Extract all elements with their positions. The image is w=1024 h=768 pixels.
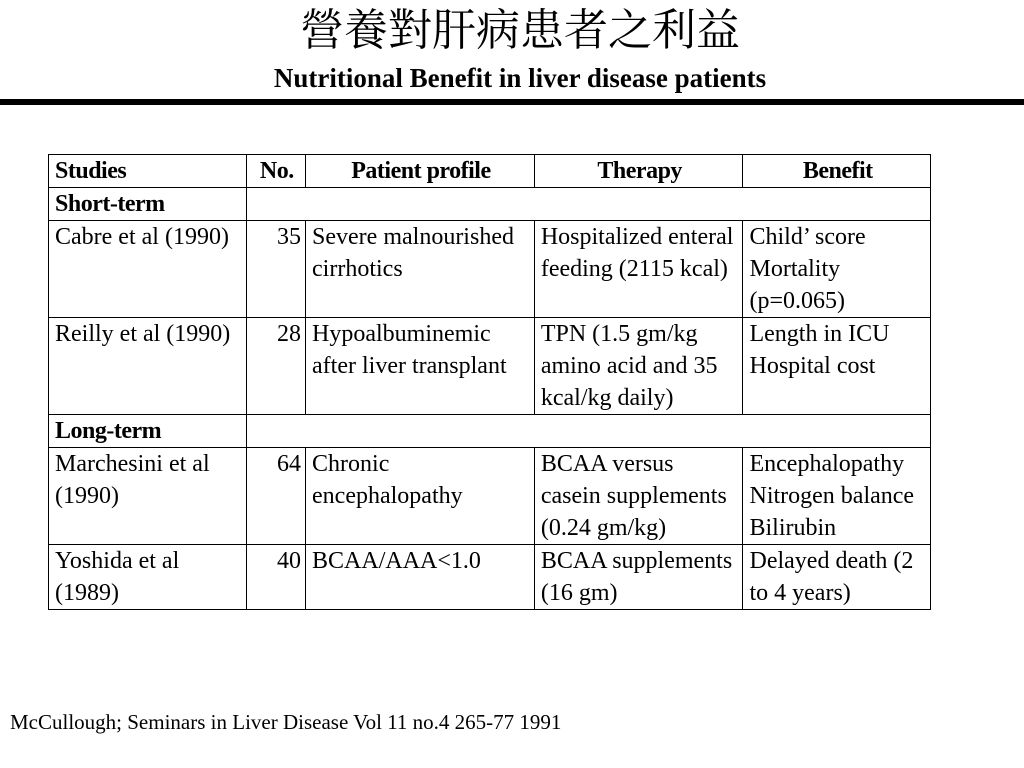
benefit-item: Child’ score bbox=[749, 224, 866, 250]
section-label: Short-term bbox=[49, 188, 247, 221]
benefit-item: Encephalopathy bbox=[749, 451, 905, 477]
table-header-row bbox=[49, 155, 931, 188]
benefit-cell bbox=[743, 318, 931, 415]
benefit-item: Delayed death (2 to 4 years) bbox=[749, 548, 914, 606]
table-body bbox=[49, 188, 931, 610]
patient-profile-cell: Severe malnourished cirrhotics bbox=[306, 221, 535, 318]
benefit-cell bbox=[743, 221, 931, 318]
therapy-cell: TPN (1.5 gm/kg amino acid and 35 kcal/kg daily) bbox=[534, 318, 743, 415]
section-spacer-cell bbox=[246, 415, 930, 448]
slide-title-english: Nutritional Benefit in liver disease patients bbox=[273, 63, 767, 93]
patient-profile-cell: Chronic encephalopathy bbox=[306, 448, 535, 545]
header-studies: Studies bbox=[49, 155, 247, 188]
section-label: Long-term bbox=[49, 415, 247, 448]
study-cell: Yoshida et al (1989) bbox=[49, 545, 247, 610]
header-number: No. bbox=[246, 155, 305, 188]
therapy-cell: Hospitalized enteral feeding (2115 kcal) bbox=[534, 221, 743, 318]
therapy-cell: BCAA supplements (16 gm) bbox=[534, 545, 743, 610]
section-row bbox=[49, 188, 931, 221]
header-patient-profile: Patient profile bbox=[306, 155, 535, 188]
therapy-cell: BCAA versus casein supplements (0.24 gm/kg) bbox=[534, 448, 743, 545]
citation-footer: McCullough; Seminars in Liver Disease Vol 11 no.4 265-77 1991 bbox=[10, 710, 562, 734]
section-spacer-cell bbox=[246, 188, 930, 221]
studies-table bbox=[48, 154, 931, 610]
benefit-item: Nitrogen balance bbox=[749, 483, 915, 509]
table-row bbox=[49, 318, 931, 415]
slide-title-chinese: 營養對肝病患者之利益 bbox=[300, 5, 740, 56]
study-cell: Marchesini et al (1990) bbox=[49, 448, 247, 545]
benefit-item: Length in ICU bbox=[749, 321, 890, 347]
study-cell: Cabre et al (1990) bbox=[49, 221, 247, 318]
patient-profile-cell: BCAA/AAA<1.0 bbox=[306, 545, 535, 610]
benefit-item: Hospital cost bbox=[749, 353, 876, 379]
header-therapy: Therapy bbox=[534, 155, 743, 188]
table-row bbox=[49, 221, 931, 318]
number-cell: 64 bbox=[246, 448, 305, 545]
header-benefit: Benefit bbox=[743, 155, 931, 188]
section-row bbox=[49, 415, 931, 448]
benefit-item: Bilirubin bbox=[749, 515, 837, 541]
benefit-cell bbox=[743, 545, 931, 610]
benefit-cell bbox=[743, 448, 931, 545]
study-cell: Reilly et al (1990) bbox=[49, 318, 247, 415]
number-cell: 40 bbox=[246, 545, 305, 610]
number-cell: 28 bbox=[246, 318, 305, 415]
title-divider bbox=[0, 99, 1024, 105]
patient-profile-cell: Hypoalbuminemic after liver transplant bbox=[306, 318, 535, 415]
benefit-item: Mortality (p=0.065) bbox=[749, 256, 846, 314]
number-cell: 35 bbox=[246, 221, 305, 318]
table-row bbox=[49, 448, 931, 545]
table-row bbox=[49, 545, 931, 610]
